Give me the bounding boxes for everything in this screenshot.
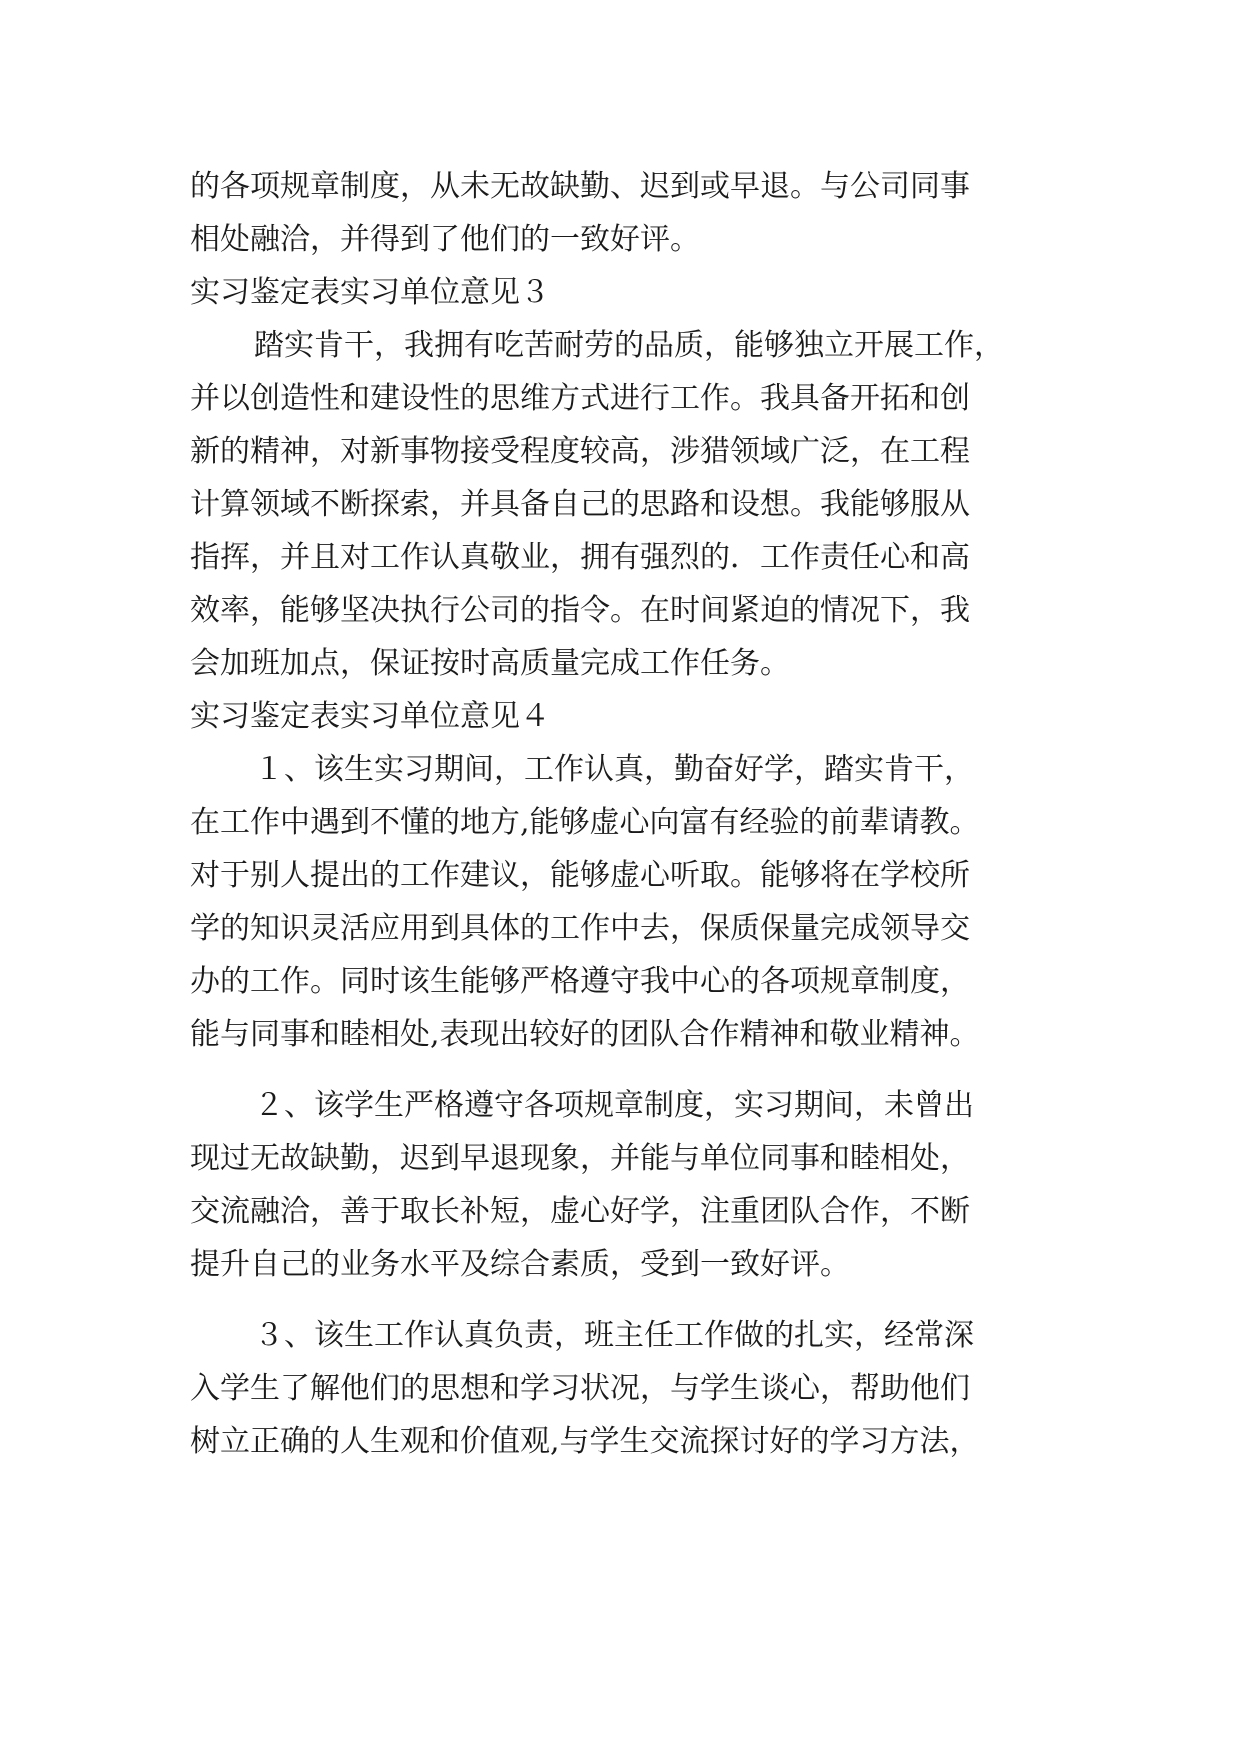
paragraph-line: 交流融洽，善于取长补短，虚心好学，注重团队合作，不断 <box>190 1194 970 1229</box>
paragraph-line: 效率，能够坚决执行公司的指令。在时间紧迫的情况下，我 <box>190 593 970 628</box>
paragraph-line: 在工作中遇到不懂的地方,能够虚心向富有经验的前辈请教。 <box>190 805 980 840</box>
paragraph-line: 相处融洽，并得到了他们的一致好评。 <box>190 222 700 257</box>
paragraph-line: 计算领域不断探索，并具备自己的思路和设想。我能够服从 <box>190 487 970 522</box>
paragraph-line: 学的知识灵活应用到具体的工作中去，保质保量完成领导交 <box>190 911 970 946</box>
paragraph-line: 树立正确的人生观和价值观,与学生交流探讨好的学习方法， <box>190 1424 980 1459</box>
paragraph-line: 新的精神，对新事物接受程度较高，涉猎领域广泛，在工程 <box>190 434 970 469</box>
paragraph-line: 并以创造性和建设性的思维方式进行工作。我具备开拓和创 <box>190 381 970 416</box>
paragraph-line: 能与同事和睦相处,表现出较好的团队合作精神和敬业精神。 <box>190 1017 980 1052</box>
paragraph-line: 入学生了解他们的思想和学习状况，与学生谈心，帮助他们 <box>190 1371 970 1406</box>
paragraph-line: 提升自己的业务水平及综合素质，受到一致好评。 <box>190 1247 850 1282</box>
paragraph-line: 现过无故缺勤，迟到早退现象，并能与单位同事和睦相处， <box>190 1141 970 1176</box>
paragraph-line: 会加班加点，保证按时高质量完成工作任务。 <box>190 646 790 681</box>
paragraph-line: １、该生实习期间，工作认真，勤奋好学，踏实肯干， <box>254 752 974 787</box>
paragraph-line: 对于别人提出的工作建议，能够虚心听取。能够将在学校所 <box>190 858 970 893</box>
paragraph-line: 指挥，并且对工作认真敬业，拥有强烈的．工作责任心和高 <box>190 540 970 575</box>
document-page <box>190 160 1050 1468</box>
paragraph-line: ３、该生工作认真负责，班主任工作做的扎实，经常深 <box>254 1318 974 1353</box>
section-heading-4: 实习鉴定表实习单位意见４ <box>190 699 550 734</box>
paragraph-line: 的各项规章制度，从未无故缺勤、迟到或早退。与公司同事 <box>190 169 970 204</box>
paragraph-line: 办的工作。同时该生能够严格遵守我中心的各项规章制度， <box>190 964 970 999</box>
paragraph-line: ２、该学生严格遵守各项规章制度，实习期间，未曾出 <box>254 1088 974 1123</box>
paragraph-line: 踏实肯干，我拥有吃苦耐劳的品质，能够独立开展工作， <box>254 328 1004 363</box>
section-heading-3: 实习鉴定表实习单位意见３ <box>190 275 550 310</box>
